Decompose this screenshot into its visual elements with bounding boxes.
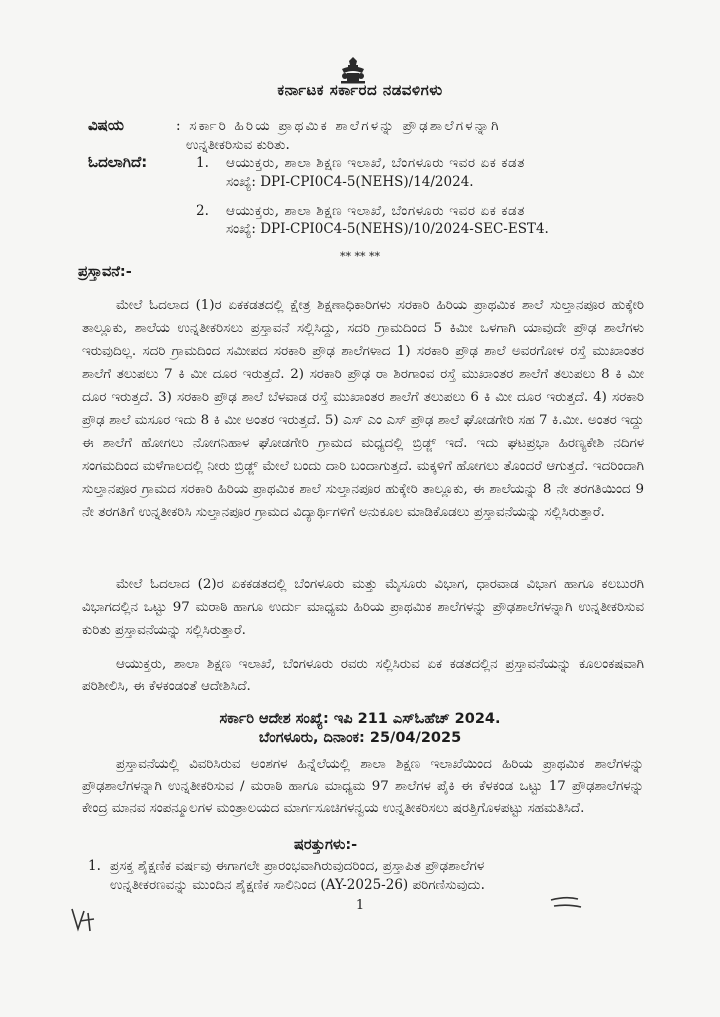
order-number: ಸರ್ಕಾರಿ ಆದೇಶ ಸಂಖ್ಯೆ: ಇಪಿ 211 ಎಸ್‌ಓಹೆಚ್ 2024.: [219, 711, 501, 727]
condition-1-number: 1.: [88, 858, 101, 874]
reference-1-line1: ಆಯುಕ್ತರು, ಶಾಲಾ ಶಿಕ್ಷಣ ಇಲಾಖೆ, ಬೆಂಗಳೂರು ಇವರ ಏಕ ಕಡತ: [226, 155, 525, 171]
references-label: ಓದಲಾಗಿದೆ:: [88, 153, 148, 171]
condition-1-line2: ಉನ್ನತೀಕರಣವನ್ನು ಮುಂದಿನ ಶೈಕ್ಷಣಿಕ ಸಾಲಿನಿಂದ (AY-2025-26) ಪರಿಗಣಿಸುವುದು.: [110, 877, 485, 893]
separator-stars: ** ** **: [340, 250, 380, 263]
preamble-paragraph-3: ಆಯುಕ್ತರು, ಶಾಲಾ ಶಿಕ್ಷಣ ಇಲಾಖೆ, ಬೆಂಗಳೂರು ರವರು ಸಲ್ಲಿಸಿರುವ ಏಕ ಕಡತದಲ್ಲಿನ ಪ್ರಸ್ತಾವನೆಯನ್ನು ಕೂಲಂಕಷವಾಗಿ ಪರಿಶೀಲಿಸಿ, ಈ ಕೆಳಕಂಡಂತೆ ಆದೇಶಿಸಿದೆ.: [82, 657, 644, 694]
reference-2-number: 2.: [196, 203, 209, 219]
condition-1-line1: ಪ್ರಸಕ್ತ ಶೈಕ್ಷಣಿಕ ವರ್ಷವು ಈಗಾಗಲೇ ಪ್ರಾರಂಭವಾಗಿರುವುದರಿಂದ, ಪ್ರಸ್ತಾಪಿತ ಪ್ರೌಢಶಾಲೆಗಳ: [110, 858, 485, 874]
order-paragraph: ಪ್ರಸ್ತಾವನೆಯಲ್ಲಿ ವಿವರಿಸಿರುವ ಅಂಶಗಳ ಹಿನ್ನೆಲೆಯಲ್ಲಿ ಶಾಲಾ ಶಿಕ್ಷಣ ಇಲಾಖೆಯಿಂದ ಹಿರಿಯ ಪ್ರಾಥಮಿಕ ಶಾಲೆಗಳನ್ನು ಪ್ರೌಢಶಾಲೆಗಳನ್ನಾಗಿ ಉನ್ನತೀಕರಿಸುವ / ಮರಾಠಿ ಹಾಗೂ ಮಾಧ್ಯಮ 97 ಶಾಲೆಗಳ ಪೈಕಿ ಈ ಕೆಳಕಂಡ ಒಟ್ಟು 17 ಪ್ರೌಢಶಾಲೆಗಳನ್ನು ಕೇಂದ್ರ ಮಾನವ ಸಂಪನ್ಮೂಲಗಳ ಮಂತ್ರಾಲಯದ ಮಾರ್ಗಸೂಚಿಗಳನ್ವಯ ಉನ್ನತೀಕರಿಸಲು ಷರತ್ತಿಗೊಳಪಟ್ಟು ಸಹಮತಿಸಿದೆ.: [82, 757, 644, 816]
order-place-date: ಬೆಂಗಳೂರು, ದಿನಾಂಕ: 25/04/2025: [258, 730, 462, 746]
reference-2-line1: ಆಯುಕ್ತರು, ಶಾಲಾ ಶಿಕ್ಷಣ ಇಲಾಖೆ, ಬೆಂಗಳೂರು ಇವರ ಏಕ ಕಡತ: [226, 203, 525, 219]
page-number: 1: [355, 898, 365, 913]
preamble-heading: ಪ್ರಸ್ತಾವನೆ:-: [78, 264, 132, 280]
initial-signature-left-icon: [68, 905, 98, 935]
initial-signature-right-icon: [548, 895, 584, 911]
subject-text-line2: ಉನ್ನತೀಕರಿಸುವ ಕುರಿತು.: [186, 137, 290, 153]
document-title: ಕರ್ನಾಟಕ ಸರ್ಕಾರದ ನಡವಳಿಗಳು: [277, 81, 443, 99]
reference-1-number: 1.: [196, 155, 209, 171]
preamble-paragraph-2: ಮೇಲೆ ಓದಲಾದ (2)ರ ಏಕಕಡತದಲ್ಲಿ ಬೆಂಗಳೂರು ಮತ್ತು ಮೈಸೂರು ವಿಭಾಗ, ಧಾರವಾಡ ವಿಭಾಗ ಹಾಗೂ ಕಲಬುರಗಿ ವಿಭಾಗದಲ್ಲಿನ ಒಟ್ಟು 97 ಮರಾಠಿ ಹಾಗೂ ಉರ್ದು ಮಾಧ್ಯಮ ಹಿರಿಯ ಪ್ರಾಥಮಿಕ ಶಾಲೆಗಳನ್ನು ಪ್ರೌಢಶಾಲೆಗಳನ್ನಾಗಿ ಉನ್ನತೀಕರಿಸುವ ಕುರಿತು ಪ್ರಸ್ತಾವನೆಯನ್ನು ಸಲ್ಲಿಸಿರುತ್ತಾರೆ.: [82, 577, 644, 638]
conditions-heading: ಷರತ್ತುಗಳು:-: [294, 837, 358, 853]
subject-label: ವಿಷಯ: [88, 116, 124, 134]
reference-1-line2: ಸಂಖ್ಯೆ: DPI-CPI0C4-5(NEHS)/14/2024.: [226, 174, 474, 190]
subject-text-line1: : ಸರ್ಕಾರಿ ಹಿರಿಯ ಪ್ರಾಥಮಿಕ ಶಾಲೆಗಳನ್ನು ಪ್ರೌಢಶಾಲೆಗಳನ್ನಾಗಿ: [176, 118, 501, 134]
preamble-paragraph-1: ಮೇಲೆ ಓದಲಾದ (1)ರ ಏಕಕಡತದಲ್ಲಿ ಕ್ಷೇತ್ರ ಶಿಕ್ಷಣಾಧಿಕಾರಿಗಳು ಸರಕಾರಿ ಹಿರಿಯ ಪ್ರಾಥಮಿಕ ಶಾಲೆ ಸುಲ್ತಾನಪೂರ ಹುಕ್ಕೇರಿ ತಾಲ್ಲೂಕು, ಶಾಲೆಯ ಉನ್ನತೀಕರಿಸಲು ಪ್ರಸ್ತಾವನೆ ಸಲ್ಲಿಸಿದ್ದು, ಸದರಿ ಗ್ರಾಮದಿಂದ 5 ಕಿಮೀ ಒಳಗಾಗಿ ಯಾವುದೇ ಪ್ರೌಢ ಶಾಲೆಗಳು ಇರುವುದಿಲ್ಲ. ಸದರಿ ಗ್ರಾಮದಿಂದ ಸಮೀಪದ ಸರಕಾರಿ ಪ್ರೌಢ ಶಾಲೆಗಳಾದ 1) ಸರಕಾರಿ ಪ್ರೌಢ ಶಾಲೆ ಅವರಗೋಳ ರಸ್ತೆ ಮುಖಾಂತರ ಶಾಲೆಗೆ ತಲುಪಲು 7 ಕಿ ಮೀ ದೂರ ಇರುತ್ತದೆ. 2) ಸರಕಾರಿ ಪ್ರೌಢ ರಾ ಶಿರಗಾಂವ ರಸ್ತೆ ಮುಖಾಂತರ ಶಾಲೆಗೆ ತಲುಪಲು 8 ಕಿ ಮೀ ದೂರ ಇರುತ್ತದೆ. 3) ಸರಕಾರಿ ಪ್ರೌಢ ಶಾಲೆ ಬೆಳವಾಡ ರಸ್ತೆ ಮುಖಾಂತರ ಶಾಲೆಗೆ ತಲುಪಲು 6 ಕಿ ಮೀ ದೂರ ಇರುತ್ತದೆ. 4) ಸರಕಾರಿ ಪ್ರೌಢ ಶಾಲೆ ಮಸೂರ ಇದು 8 ಕಿ ಮೀ ಅಂತರ ಇರುತ್ತದೆ. 5) ಎಸ್ ಎಂ ಎಸ್ ಪ್ರೌಢ ಶಾಲೆ ಘೋಡಗೇರಿ ಸಹ 7 ಕಿ.ಮೀ. ಅಂತರ ಇದ್ದು ಈ ಶಾಲೆಗೆ ಹೋಗಲು ನೋಗನಿಹಾಳ ಘೋಡಗೇರಿ ಗ್ರಾಮದ ಮಧ್ಯದಲ್ಲಿ ಬ್ರಿಡ್ಜ್ ಇದೆ. ಇದು ಘಟಪ್ರಭಾ ಹಿರಣ್ಯಕೇಶಿ ನದಿಗಳ ಸಂಗಮದಿಂದ ಮಳೆಗಾಲದಲ್ಲಿ ನೀರು ಬ್ರಿಡ್ಜ್ ಮೇಲೆ ಬಂದು ದಾರಿ ಬಂದಾಗುತ್ತದೆ. ಮಕ್ಕಳಿಗೆ ಹೋಗಲು ತೊಂದರೆ ಆಗುತ್ತದೆ. ಇದರಿಂದಾಗಿ ಸುಲ್ತಾನಪೂರ ಗ್ರಾಮದ ಸರಕಾರಿ ಹಿರಿಯ ಪ್ರಾಥಮಿಕ ಶಾಲೆ ಸುಲ್ತಾನಪೂರ ಹುಕ್ಕೇರಿ ತಾಲ್ಲೂಕು, ಈ ಶಾಲೆಯನ್ನು 8 ನೇ ತರಗತಿಯಿಂದ 9 ನೇ ತರಗತಿಗೆ ಉನ್ನತೀಕರಿಸಿ ಸುಲ್ತಾನಪೂರ ಗ್ರಾಮದ ವಿದ್ಯಾರ್ಥಿಗಳಿಗೆ ಅನುಕೂಲ ಮಾಡಿಕೊಡಲು ಪ್ರಸ್ತಾವನೆಯನ್ನು ಸಲ್ಲಿಸಿರುತ್ತಾರೆ.: [82, 298, 644, 520]
reference-2-line2: ಸಂಖ್ಯೆ: DPI-CPI0C4-5(NEHS)/10/2024-SEC-EST4.: [226, 221, 549, 237]
